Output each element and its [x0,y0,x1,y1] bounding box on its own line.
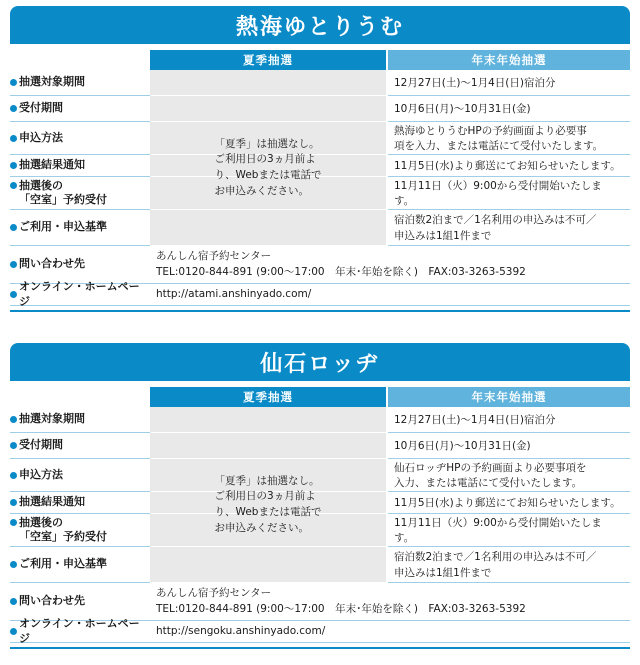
homepage-link[interactable]: http://sengoku.anshinyado.com/ [150,621,630,643]
bullet-icon [10,499,17,506]
bullet-icon [10,598,17,605]
bullet-icon [10,261,17,268]
newyear-reception: 10月6日(月)～10月31日(金) [388,96,630,122]
newyear-criteria: 宿泊数2泊まで／1名利用の申込みは不可／ 申込みは1組1件まで [388,210,630,246]
bullet-icon [10,472,17,479]
bullet-icon [10,105,17,112]
homepage-link[interactable]: http://atami.anshinyado.com/ [150,284,630,306]
schedule-table [10,387,630,643]
newyear-column-header: 年末年始抽選 [388,50,630,70]
bullet-icon [10,182,17,189]
bullet-icon [10,135,17,142]
summer-column-header: 夏季抽選 [150,50,386,70]
row-label-method: 申込方法 [10,459,150,492]
bullet-icon [10,162,17,169]
newyear-result: 11月5日(水)より郵送にてお知らせいたします。 [388,492,630,514]
facility-title: 熱海ゆとりうむ [10,6,630,44]
summer-note: 「夏季」は抽選なし。 ご利用日の3ヵ月前よ り、Webまたは電話で お申込みください。 [214,474,322,534]
newyear-result: 11月5日(水)より郵送にてお知らせいたします。 [388,155,630,177]
bullet-icon [10,291,17,298]
row-label-method: 申込方法 [10,122,150,155]
contact-info: あんしん宿予約センター TEL:0120-844-891 (9:00～17:00 年末･年始を除く) FAX:03-3263-5392 [150,583,630,621]
row-label-period: 抽選対象期間 [10,407,150,433]
row-label-reception: 受付期間 [10,433,150,459]
bullet-icon [10,224,17,231]
row-label-criteria: ご利用・申込基準 [10,547,150,583]
schedule-table [10,50,630,306]
summer-note: 「夏季」は抽選なし。 ご利用日の3ヵ月前よ り、Webまたは電話で お申込みください。 [214,137,322,197]
newyear-criteria: 宿泊数2泊まで／1名利用の申込みは不可／ 申込みは1組1件まで [388,547,630,583]
row-label-homepage: オンライン・ホームページ [10,621,150,643]
row-label-contact: 問い合わせ先 [10,246,150,284]
row-label-reception: 受付期間 [10,96,150,122]
row-label-period: 抽選対象期間 [10,70,150,96]
facility-title: 仙石ロッヂ [10,343,630,381]
newyear-period: 12月27日(土)～1月4日(日)宿泊分 [388,70,630,96]
newyear-vacancy: 11月11日（火）9:00から受付開始いたしま す。 [388,514,630,547]
bullet-icon [10,79,17,86]
row-label-criteria: ご利用・申込基準 [10,210,150,246]
newyear-method: 仙石ロッヂHPの予約画面より必要事項を 入力、または電話にて受付いたします。 [388,459,630,492]
contact-info: あんしん宿予約センター TEL:0120-844-891 (9:00～17:00 年末･年始を除く) FAX:03-3263-5392 [150,246,630,284]
bullet-icon [10,561,17,568]
newyear-reception: 10月6日(月)～10月31日(金) [388,433,630,459]
row-label-vacancy: 抽選後の 「空室」予約受付 [10,177,150,210]
newyear-period: 12月27日(土)～1月4日(日)宿泊分 [388,407,630,433]
row-label-result: 抽選結果通知 [10,155,150,177]
row-label-result: 抽選結果通知 [10,492,150,514]
bullet-icon [10,416,17,423]
facility-section-atami [10,6,630,306]
newyear-vacancy: 11月11日（火）9:00から受付開始いたしま す。 [388,177,630,210]
facility-section-sengoku [10,343,630,643]
bullet-icon [10,442,17,449]
bullet-icon [10,628,17,635]
newyear-column-header: 年末年始抽選 [388,387,630,407]
summer-column-header: 夏季抽選 [150,387,386,407]
row-label-homepage: オンライン・ホームページ [10,284,150,306]
bullet-icon [10,519,17,526]
section-divider [10,647,630,649]
row-label-contact: 問い合わせ先 [10,583,150,621]
row-label-vacancy: 抽選後の 「空室」予約受付 [10,514,150,547]
newyear-method: 熱海ゆとりうむHPの予約画面より必要事 項を入力、または電話にて受付いたします。 [388,122,630,155]
section-divider [10,310,630,312]
